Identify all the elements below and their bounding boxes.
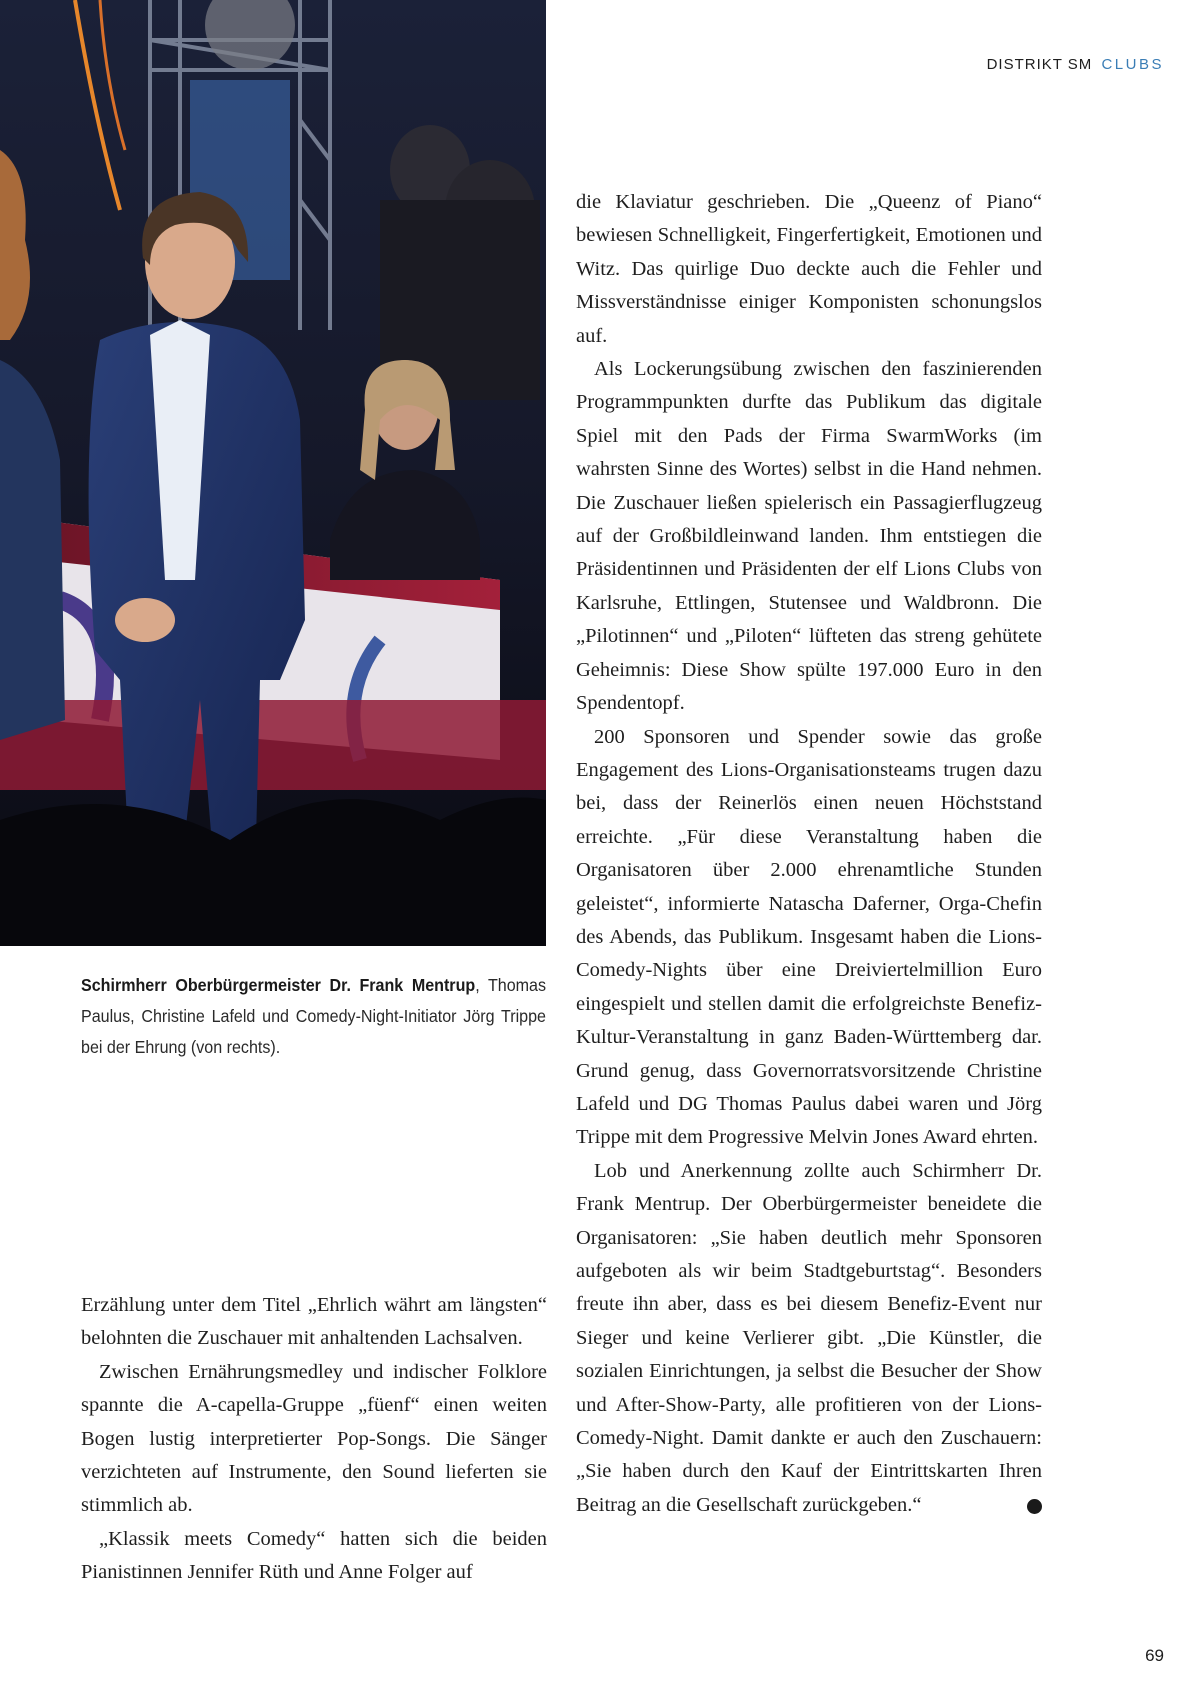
right-column xyxy=(576,186,1052,1522)
caption-bold: Schirmherr Oberbürgermeister Dr. Frank Mentrup xyxy=(81,975,476,995)
lions-end-mark-icon: L xyxy=(1027,1499,1042,1514)
photo-caption xyxy=(81,970,546,1063)
left-paragraph-1: Erzählung unter dem Titel „Ehrlich währt am längsten“ belohnten die Zuschauer mit anhaltenden Lachsalven. xyxy=(81,1294,547,1350)
left-paragraph-3: „Klassik meets Comedy“ hatten sich die beiden Pianistinnen Jennifer Rüth und Anne Folger auf xyxy=(81,1527,547,1584)
photo-stage-ceremony-icon xyxy=(0,0,546,946)
right-paragraph-4 xyxy=(576,1155,1052,1522)
event-photo xyxy=(0,0,546,946)
right-paragraph-3: 200 Sponsoren und Spender sowie das große Engagement des Lions-Organisationsteams trugen dazu bei, dass der Reinerlös einen neuen Höchststand erreichte. „Für diese Veranstaltung haben die Organisatoren über 2.000 ehrenamtliche Stunden geleistet“, informierte Natascha Daferner, Orga-Chefin des Abends, das Publikum. Insgesamt haben die Lions-Comedy-Nights über eine Dreiviertelmillion Euro eingespielt und stellen damit die erfolgreichste Benefiz-Kultur-Veranstaltung in ganz Baden-Württemberg dar. Grund genug, dass Governorratsvorsitzende Christine Lafeld und DG Thomas Paulus dabei waren und Jörg Trippe mit dem Progressive Melvin Jones Award ehrten. xyxy=(576,725,1042,1149)
page-number: 69 xyxy=(1145,1646,1164,1665)
right-paragraph-2: Als Lockerungsübung zwischen den faszinierenden Programmpunkten durfte das Publikum das digitale Spiel mit den Pads der Firma SwarmWorks (im wahrsten Sinne des Wortes) selbst in die Hand nehmen. Die Zuschauer ließen spielerisch ein Passagierflugzeug auf der Großbildleinwand landen. Ihm entstiegen die Präsidentinnen und Präsidenten der elf Lions Clubs von Karlsruhe, Ettlingen, Stutensee und Waldbronn. Die „Pilotinnen“ und „Piloten“ lüfteten das streng gehütete Geheimnis: Diese Show spülte 197.000 Euro in den Spendentopf. xyxy=(576,358,1042,715)
header-district: DISTRIKT SM xyxy=(986,56,1093,73)
caption-rest: , Thomas Paulus, Christine Lafeld und Comedy-Night-Initiator Jörg Trippe bei der Ehrung (von rechts). xyxy=(81,975,547,1057)
right-paragraph-1: die Klaviatur geschrieben. Die „Queenz of Piano“ bewiesen Schnelligkeit, Fingerfertigkeit, Emotionen und Witz. Das quirlige Duo deckte auch die Fehler und Missverständnisse einiger Komponisten schonungslos auf. xyxy=(576,191,1042,347)
right-paragraph-4-text: Lob und Anerkennung zollte auch Schirmherr Dr. Frank Mentrup. Der Oberbürgermeister beneidete die Organisatoren: „Sie haben deutlich mehr Sponsoren aufgeboten als wir beim Stadtgeburtstag“. Besonders freute ihn aber, dass es bei diesem Benefiz-Event nur Sieger und keine Verlierer gibt. „Die Künstler, die sozialen Einrichtungen, ja selbst die Besucher der Show und After-Show-Party, alle profitieren von der Lions-Comedy-Night. Damit dankte er auch den Zuschauern: „Sie haben durch den Kauf der Eintrittskarten Ihren Beitrag an die Gesellschaft zurückgeben.“ xyxy=(576,1159,1042,1516)
left-column xyxy=(81,1289,547,1590)
left-paragraph-2: Zwischen Ernährungsmedley und indischer Folklore spannte die A-capella-Gruppe „füenf“ einen weiten Bogen lustig interpretierter Pop-Songs. Die Sänger verzichteten auf Instrumente, den Sound lieferten sie stimmlich ab. xyxy=(81,1360,547,1517)
running-header xyxy=(987,56,1164,73)
header-section: CLUBS xyxy=(1101,56,1164,73)
